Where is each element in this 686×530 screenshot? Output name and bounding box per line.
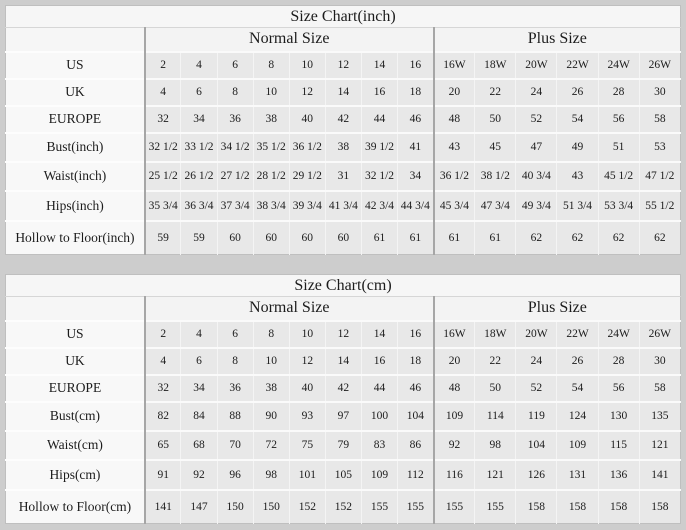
size-cell: 61	[434, 221, 475, 255]
size-cell: 40	[289, 106, 325, 133]
size-cell: 141	[639, 460, 680, 490]
size-cell: 121	[639, 431, 680, 460]
size-cell: 36 3/4	[181, 191, 217, 221]
size-cell: 44	[361, 106, 397, 133]
size-cell: 38	[253, 375, 289, 402]
size-cell: 62	[598, 221, 639, 255]
table-row	[6, 490, 681, 524]
size-cell: 155	[475, 490, 516, 524]
group-header-normal-size: Normal Size	[145, 28, 434, 52]
size-cell: 22W	[557, 321, 598, 348]
size-cell: 52	[516, 106, 557, 133]
size-cell: 12	[325, 52, 361, 79]
size-cell: 8	[253, 52, 289, 79]
size-cell: 60	[289, 221, 325, 255]
size-cell: 34	[181, 375, 217, 402]
size-cell: 24	[516, 348, 557, 375]
size-cell: 22	[475, 348, 516, 375]
row-label: Waist(inch)	[6, 162, 145, 191]
size-cell: 16	[398, 321, 434, 348]
table-row	[6, 221, 681, 255]
size-cell: 55 1/2	[639, 191, 680, 221]
size-cell: 126	[516, 460, 557, 490]
size-cell: 24W	[598, 52, 639, 79]
size-cell: 38	[325, 133, 361, 162]
row-label: Hips(inch)	[6, 191, 145, 221]
size-chart-cm-table	[5, 274, 681, 524]
row-label: EUROPE	[6, 375, 145, 402]
size-cell: 22W	[557, 52, 598, 79]
size-cell: 62	[516, 221, 557, 255]
size-cell: 8	[217, 348, 253, 375]
group-header-row	[6, 297, 681, 321]
size-cell: 52	[516, 375, 557, 402]
row-label: UK	[6, 348, 145, 375]
size-cell: 41	[398, 133, 434, 162]
size-cell: 43	[434, 133, 475, 162]
size-cell: 6	[217, 52, 253, 79]
table-title-row	[6, 6, 681, 28]
size-cell: 28	[598, 348, 639, 375]
size-cell: 104	[516, 431, 557, 460]
size-cell: 109	[434, 402, 475, 431]
size-cell: 45 1/2	[598, 162, 639, 191]
size-cell: 62	[557, 221, 598, 255]
size-cell: 26W	[639, 52, 680, 79]
size-cell: 155	[398, 490, 434, 524]
size-cell: 30	[639, 79, 680, 106]
size-cell: 18	[398, 79, 434, 106]
size-cell: 34	[181, 106, 217, 133]
size-cell: 20W	[516, 321, 557, 348]
size-cell: 36 1/2	[434, 162, 475, 191]
corner-cell	[6, 297, 145, 321]
size-cell: 25 1/2	[145, 162, 181, 191]
size-cell: 16	[398, 52, 434, 79]
size-cell: 82	[145, 402, 181, 431]
size-cell: 97	[325, 402, 361, 431]
size-cell: 37 3/4	[217, 191, 253, 221]
size-cell: 12	[289, 79, 325, 106]
size-cell: 16W	[434, 52, 475, 79]
table-row	[6, 79, 681, 106]
size-cell: 121	[475, 460, 516, 490]
size-cell: 35 3/4	[145, 191, 181, 221]
size-cell: 101	[289, 460, 325, 490]
size-cell: 47	[516, 133, 557, 162]
size-cell: 158	[557, 490, 598, 524]
size-cell: 43	[557, 162, 598, 191]
row-label: UK	[6, 79, 145, 106]
size-cell: 39 3/4	[289, 191, 325, 221]
size-cell: 38 1/2	[475, 162, 516, 191]
size-cell: 112	[398, 460, 434, 490]
size-cell: 20	[434, 79, 475, 106]
table-row	[6, 162, 681, 191]
size-cell: 14	[361, 321, 397, 348]
size-cell: 136	[598, 460, 639, 490]
row-label: Hips(cm)	[6, 460, 145, 490]
size-cell: 12	[325, 321, 361, 348]
size-cell: 26 1/2	[181, 162, 217, 191]
size-cell: 135	[639, 402, 680, 431]
size-cell: 40 3/4	[516, 162, 557, 191]
size-cell: 49	[557, 133, 598, 162]
size-cell: 114	[475, 402, 516, 431]
table-row	[6, 106, 681, 133]
size-cell: 105	[325, 460, 361, 490]
table-title-row	[6, 275, 681, 297]
size-cell: 84	[181, 402, 217, 431]
size-cell: 32 1/2	[361, 162, 397, 191]
size-cell: 91	[145, 460, 181, 490]
size-cell: 46	[398, 106, 434, 133]
size-cell: 116	[434, 460, 475, 490]
size-cell: 58	[639, 106, 680, 133]
size-cell: 24	[516, 79, 557, 106]
size-cell: 90	[253, 402, 289, 431]
size-cell: 14	[325, 348, 361, 375]
group-header-plus-size: Plus Size	[434, 297, 681, 321]
size-cell: 92	[181, 460, 217, 490]
row-label: Bust(inch)	[6, 133, 145, 162]
size-cell: 61	[475, 221, 516, 255]
size-cell: 98	[475, 431, 516, 460]
size-cell: 158	[639, 490, 680, 524]
size-cell: 54	[557, 375, 598, 402]
size-cell: 93	[289, 402, 325, 431]
size-cell: 22	[475, 79, 516, 106]
size-cell: 50	[475, 106, 516, 133]
size-cell: 36	[217, 375, 253, 402]
size-cell: 65	[145, 431, 181, 460]
size-cell: 158	[516, 490, 557, 524]
size-cell: 72	[253, 431, 289, 460]
table-row	[6, 191, 681, 221]
size-cell: 10	[253, 79, 289, 106]
size-cell: 30	[639, 348, 680, 375]
table-row	[6, 52, 681, 79]
table-row	[6, 431, 681, 460]
size-cell: 45 3/4	[434, 191, 475, 221]
size-cell: 32 1/2	[145, 133, 181, 162]
size-cell: 14	[325, 79, 361, 106]
size-cell: 70	[217, 431, 253, 460]
size-cell: 46	[398, 375, 434, 402]
size-cell: 8	[253, 321, 289, 348]
size-cell: 20	[434, 348, 475, 375]
size-cell: 50	[475, 375, 516, 402]
size-cell: 42	[325, 106, 361, 133]
table-title: Size Chart(inch)	[6, 6, 681, 28]
size-cell: 8	[217, 79, 253, 106]
size-cell: 35 1/2	[253, 133, 289, 162]
size-cell: 26W	[639, 321, 680, 348]
size-cell: 61	[361, 221, 397, 255]
size-cell: 34 1/2	[217, 133, 253, 162]
group-header-row	[6, 28, 681, 52]
size-cell: 51	[598, 133, 639, 162]
size-cell: 130	[598, 402, 639, 431]
table-row	[6, 375, 681, 402]
size-cell: 36 1/2	[289, 133, 325, 162]
size-cell: 18W	[475, 52, 516, 79]
size-cell: 152	[325, 490, 361, 524]
table-row	[6, 460, 681, 490]
size-cell: 152	[289, 490, 325, 524]
size-cell: 42	[325, 375, 361, 402]
size-cell: 48	[434, 375, 475, 402]
size-cell: 14	[361, 52, 397, 79]
size-cell: 88	[217, 402, 253, 431]
size-cell: 62	[639, 221, 680, 255]
size-cell: 60	[325, 221, 361, 255]
size-cell: 79	[325, 431, 361, 460]
size-cell: 53	[639, 133, 680, 162]
row-label: Waist(cm)	[6, 431, 145, 460]
table-row	[6, 133, 681, 162]
size-cell: 109	[361, 460, 397, 490]
size-cell: 75	[289, 431, 325, 460]
size-cell: 2	[145, 321, 181, 348]
corner-cell	[6, 28, 145, 52]
group-header-plus-size: Plus Size	[434, 28, 681, 52]
size-cell: 4	[181, 321, 217, 348]
table-row	[6, 402, 681, 431]
row-label: US	[6, 321, 145, 348]
size-cell: 20W	[516, 52, 557, 79]
row-label: Hollow to Floor(inch)	[6, 221, 145, 255]
size-cell: 100	[361, 402, 397, 431]
size-cell: 98	[253, 460, 289, 490]
size-cell: 32	[145, 106, 181, 133]
size-cell: 42 3/4	[361, 191, 397, 221]
size-cell: 158	[598, 490, 639, 524]
size-cell: 40	[289, 375, 325, 402]
size-cell: 39 1/2	[361, 133, 397, 162]
row-label: Bust(cm)	[6, 402, 145, 431]
size-cell: 56	[598, 106, 639, 133]
size-cell: 18	[398, 348, 434, 375]
size-cell: 86	[398, 431, 434, 460]
size-cell: 155	[361, 490, 397, 524]
size-cell: 36	[217, 106, 253, 133]
row-label: US	[6, 52, 145, 79]
size-cell: 155	[434, 490, 475, 524]
size-cell: 4	[181, 52, 217, 79]
table-title: Size Chart(cm)	[6, 275, 681, 297]
size-cell: 38	[253, 106, 289, 133]
size-cell: 29 1/2	[289, 162, 325, 191]
size-cell: 124	[557, 402, 598, 431]
size-cell: 38 3/4	[253, 191, 289, 221]
size-cell: 68	[181, 431, 217, 460]
size-cell: 32	[145, 375, 181, 402]
size-cell: 109	[557, 431, 598, 460]
size-cell: 26	[557, 79, 598, 106]
size-cell: 45	[475, 133, 516, 162]
size-cell: 92	[434, 431, 475, 460]
size-cell: 59	[181, 221, 217, 255]
size-cell: 33 1/2	[181, 133, 217, 162]
size-cell: 44	[361, 375, 397, 402]
size-cell: 28 1/2	[253, 162, 289, 191]
row-label: EUROPE	[6, 106, 145, 133]
size-cell: 51 3/4	[557, 191, 598, 221]
size-cell: 24W	[598, 321, 639, 348]
size-cell: 26	[557, 348, 598, 375]
table-row	[6, 348, 681, 375]
size-cell: 44 3/4	[398, 191, 434, 221]
size-cell: 150	[217, 490, 253, 524]
size-cell: 59	[145, 221, 181, 255]
size-cell: 6	[181, 79, 217, 106]
size-cell: 2	[145, 52, 181, 79]
size-cell: 147	[181, 490, 217, 524]
size-cell: 56	[598, 375, 639, 402]
size-cell: 34	[398, 162, 434, 191]
size-cell: 60	[217, 221, 253, 255]
size-cell: 141	[145, 490, 181, 524]
size-cell: 58	[639, 375, 680, 402]
size-cell: 6	[181, 348, 217, 375]
size-cell: 83	[361, 431, 397, 460]
size-cell: 4	[145, 348, 181, 375]
size-cell: 6	[217, 321, 253, 348]
size-cell: 10	[289, 52, 325, 79]
size-cell: 47 3/4	[475, 191, 516, 221]
size-cell: 18W	[475, 321, 516, 348]
size-cell: 61	[398, 221, 434, 255]
size-cell: 104	[398, 402, 434, 431]
group-header-normal-size: Normal Size	[145, 297, 434, 321]
size-cell: 49 3/4	[516, 191, 557, 221]
size-cell: 10	[289, 321, 325, 348]
table-row	[6, 321, 681, 348]
size-cell: 16W	[434, 321, 475, 348]
size-cell: 150	[253, 490, 289, 524]
size-cell: 60	[253, 221, 289, 255]
size-cell: 28	[598, 79, 639, 106]
size-chart-inch-table	[5, 5, 681, 255]
size-cell: 10	[253, 348, 289, 375]
size-cell: 47 1/2	[639, 162, 680, 191]
size-cell: 54	[557, 106, 598, 133]
size-cell: 41 3/4	[325, 191, 361, 221]
size-cell: 16	[361, 79, 397, 106]
size-cell: 16	[361, 348, 397, 375]
row-label: Hollow to Floor(cm)	[6, 490, 145, 524]
size-cell: 12	[289, 348, 325, 375]
size-cell: 53 3/4	[598, 191, 639, 221]
size-cell: 96	[217, 460, 253, 490]
size-cell: 115	[598, 431, 639, 460]
size-cell: 119	[516, 402, 557, 431]
size-cell: 4	[145, 79, 181, 106]
size-cell: 27 1/2	[217, 162, 253, 191]
size-cell: 31	[325, 162, 361, 191]
size-cell: 131	[557, 460, 598, 490]
size-cell: 48	[434, 106, 475, 133]
